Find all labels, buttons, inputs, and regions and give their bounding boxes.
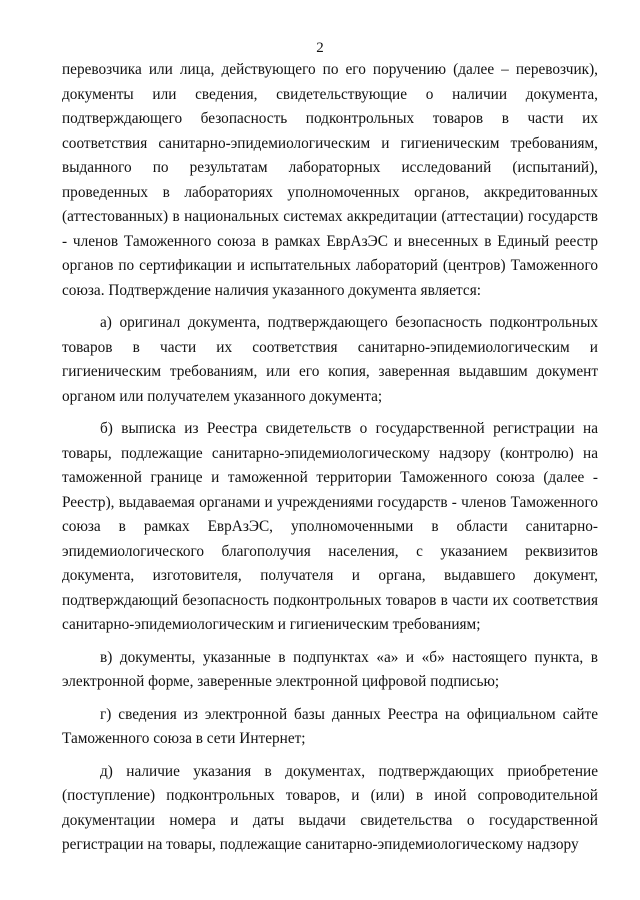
paragraph-continuation: перевозчика или лица, действующего по его поручению (далее – перевозчик), документы или сведения, свидетельствующие о наличии документа, подтверждающего безопасность подконтрольных товаров в части их соответствия санитарно-эпидемиологическим и гигиеническим требованиям, выданного по результатам лабораторных исследований (испытаний), проведенных в лабораториях уполномоченных органов, аккредитованных (аттестованных) в национальных системах аккредитации (аттестации) государств - членов Таможенного союза в рамках ЕврАзЭС и внесенных в Единый реестр органов по сертификации и испытательных лабораторий (центров) Таможенного союза. Подтверждение наличия указанного документа является: (62, 61, 598, 299)
paragraph-item-b: б) выписка из Реестра свидетельств о государственной регистрации на товары, подлежащие санитарно-эпидемиологическому надзору (контролю) на таможенной границе и таможенной территории Таможенного союза (далее - Реестр), выдаваемая органами и учреждениями государств - членов Таможенного союза в рамках ЕврАзЭС, уполномоченными в области санитарно-эпидемиологического благополучия населения, с указанием реквизитов документа, изготовителя, получателя и органа, выдавшего документ, подтверждающий безопасность подконтрольных товаров в части их соответствия санитарно-эпидемиологическим и гигиеническим требованиям; (62, 420, 598, 633)
paragraph-item-g: г) сведения из электронной базы данных Реестра на официальном сайте Таможенного союза в сети Интернет; (62, 705, 598, 747)
paragraph-item-v: в) документы, указанные в подпунктах «а» и «б» настоящего пункта, в электронной форме, заверенные электронной цифровой подписью; (62, 648, 598, 690)
paragraph-item-d: д) наличие указания в документах, подтверждающих приобретение (поступление) подконтрольных товаров, и (или) в иной сопроводительной документации номера и даты выдачи свидетельства о государственной регистрации на товары, подлежащие санитарно-эпидемиологическому надзору (62, 762, 598, 853)
document-body (62, 58, 598, 858)
page-number: 2 (316, 40, 324, 56)
paragraph-item-a: а) оригинал документа, подтверждающего безопасность подконтрольных товаров в части их соответствия санитарно-эпидемиологическим и гигиеническим требованиям, или его копия, заверенная выдавшим документ органом или получателем указанного документа; (62, 314, 598, 405)
